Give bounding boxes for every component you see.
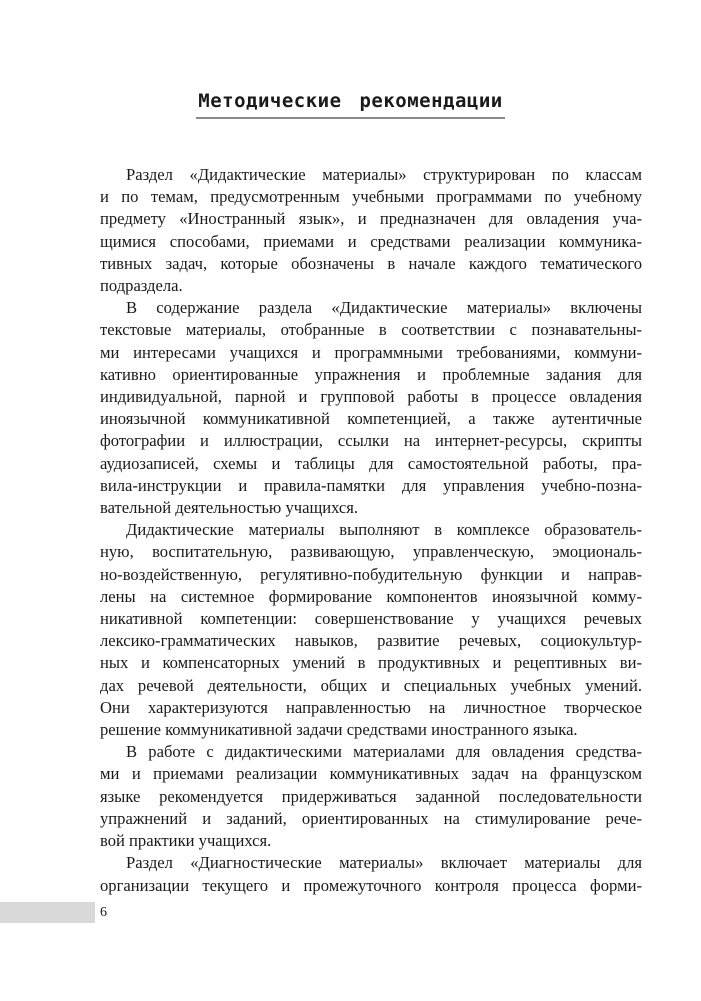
text-line: В работе с дидактическими материалами для овладения средства- [126,742,642,762]
text-line: языке рекомендуется придерживаться заданной последовательности [100,786,642,806]
text-line: решение коммуникативной задачи средствами иностранного языка. [100,720,578,740]
text-line: лексико-грамматических навыков, развитие речевых, социокультур- [100,631,642,651]
body-text [100,164,642,897]
page-title: Методические рекомендации [196,88,504,119]
text-line: но-воздейственную, регулятивно-побудительную функции и направ- [100,564,642,584]
text-line: ми интересами учащихся и программными требованиями, коммуни- [100,342,642,362]
footer-bar [0,902,95,923]
text-line: Дидактические материалы выполняют в комплексе образователь- [126,520,642,540]
paragraph [100,852,642,896]
text-line: организации текущего и промежуточного контроля процесса форми- [100,875,642,895]
paragraph [100,741,642,852]
text-line: фотографии и иллюстрации, ссылки на интернет-ресурсы, скрипты [100,431,642,451]
text-line: лены на системное формирование компонентов иноязычной комму- [100,586,642,606]
text-line: вательной деятельностью учащихся. [100,498,359,518]
paragraph [100,164,642,297]
text-line: никативной компетенции: совершенствование у учащихся речевых [100,609,642,629]
text-line: аудиозаписей, схемы и таблицы для самостоятельной работы, пра- [100,453,642,473]
text-line: и по темам, предусмотренным учебными программами по учебному [100,187,642,207]
text-line: щимися способами, приемами и средствами реализации коммуника- [100,231,642,251]
text-line: упражнений и заданий, ориентированных на стимулирование рече- [100,808,642,828]
text-line: текстовые материалы, отобранные в соответствии с познавательны- [100,320,642,340]
text-line: ми и приемами реализации коммуникативных задач на французском [100,764,642,784]
text-line: индивидуальной, парной и групповой работы в процессе овладения [100,387,642,407]
text-line: тивных задач, которые обозначены в начале каждого тематического [100,253,642,273]
text-line: дах речевой деятельности, общих и специальных учебных умений. [100,675,642,695]
text-line: вой практики учащихся. [100,831,272,851]
text-line: подраздела. [100,276,183,296]
text-line: Раздел «Диагностические материалы» включает материалы для [126,853,642,873]
text-line: кативно ориентированные упражнения и проблемные задания для [100,364,642,384]
text-line: ную, воспитательную, развивающую, управленческую, эмоциональ- [100,542,642,562]
paragraph [100,297,642,519]
title-block [0,88,701,119]
paragraph [100,519,642,741]
text-line: Раздел «Дидактические материалы» структурирован по классам [126,165,642,184]
text-line: предмету «Иностранный язык», и предназначен для овладения уча- [100,209,642,229]
text-line: иноязычной коммуникативной компетенцией, а также аутентичные [100,409,642,429]
text-line: Они характеризуются направленностью на личностное творческое [100,697,642,717]
text-line: вила-инструкции и правила-памятки для управления учебно-позна- [100,475,642,495]
text-line: В содержание раздела «Дидактические материалы» включены [126,298,642,318]
page-number: 6 [100,905,107,920]
text-line: ных и компенсаторных умений в продуктивных и рецептивных ви- [100,653,642,673]
